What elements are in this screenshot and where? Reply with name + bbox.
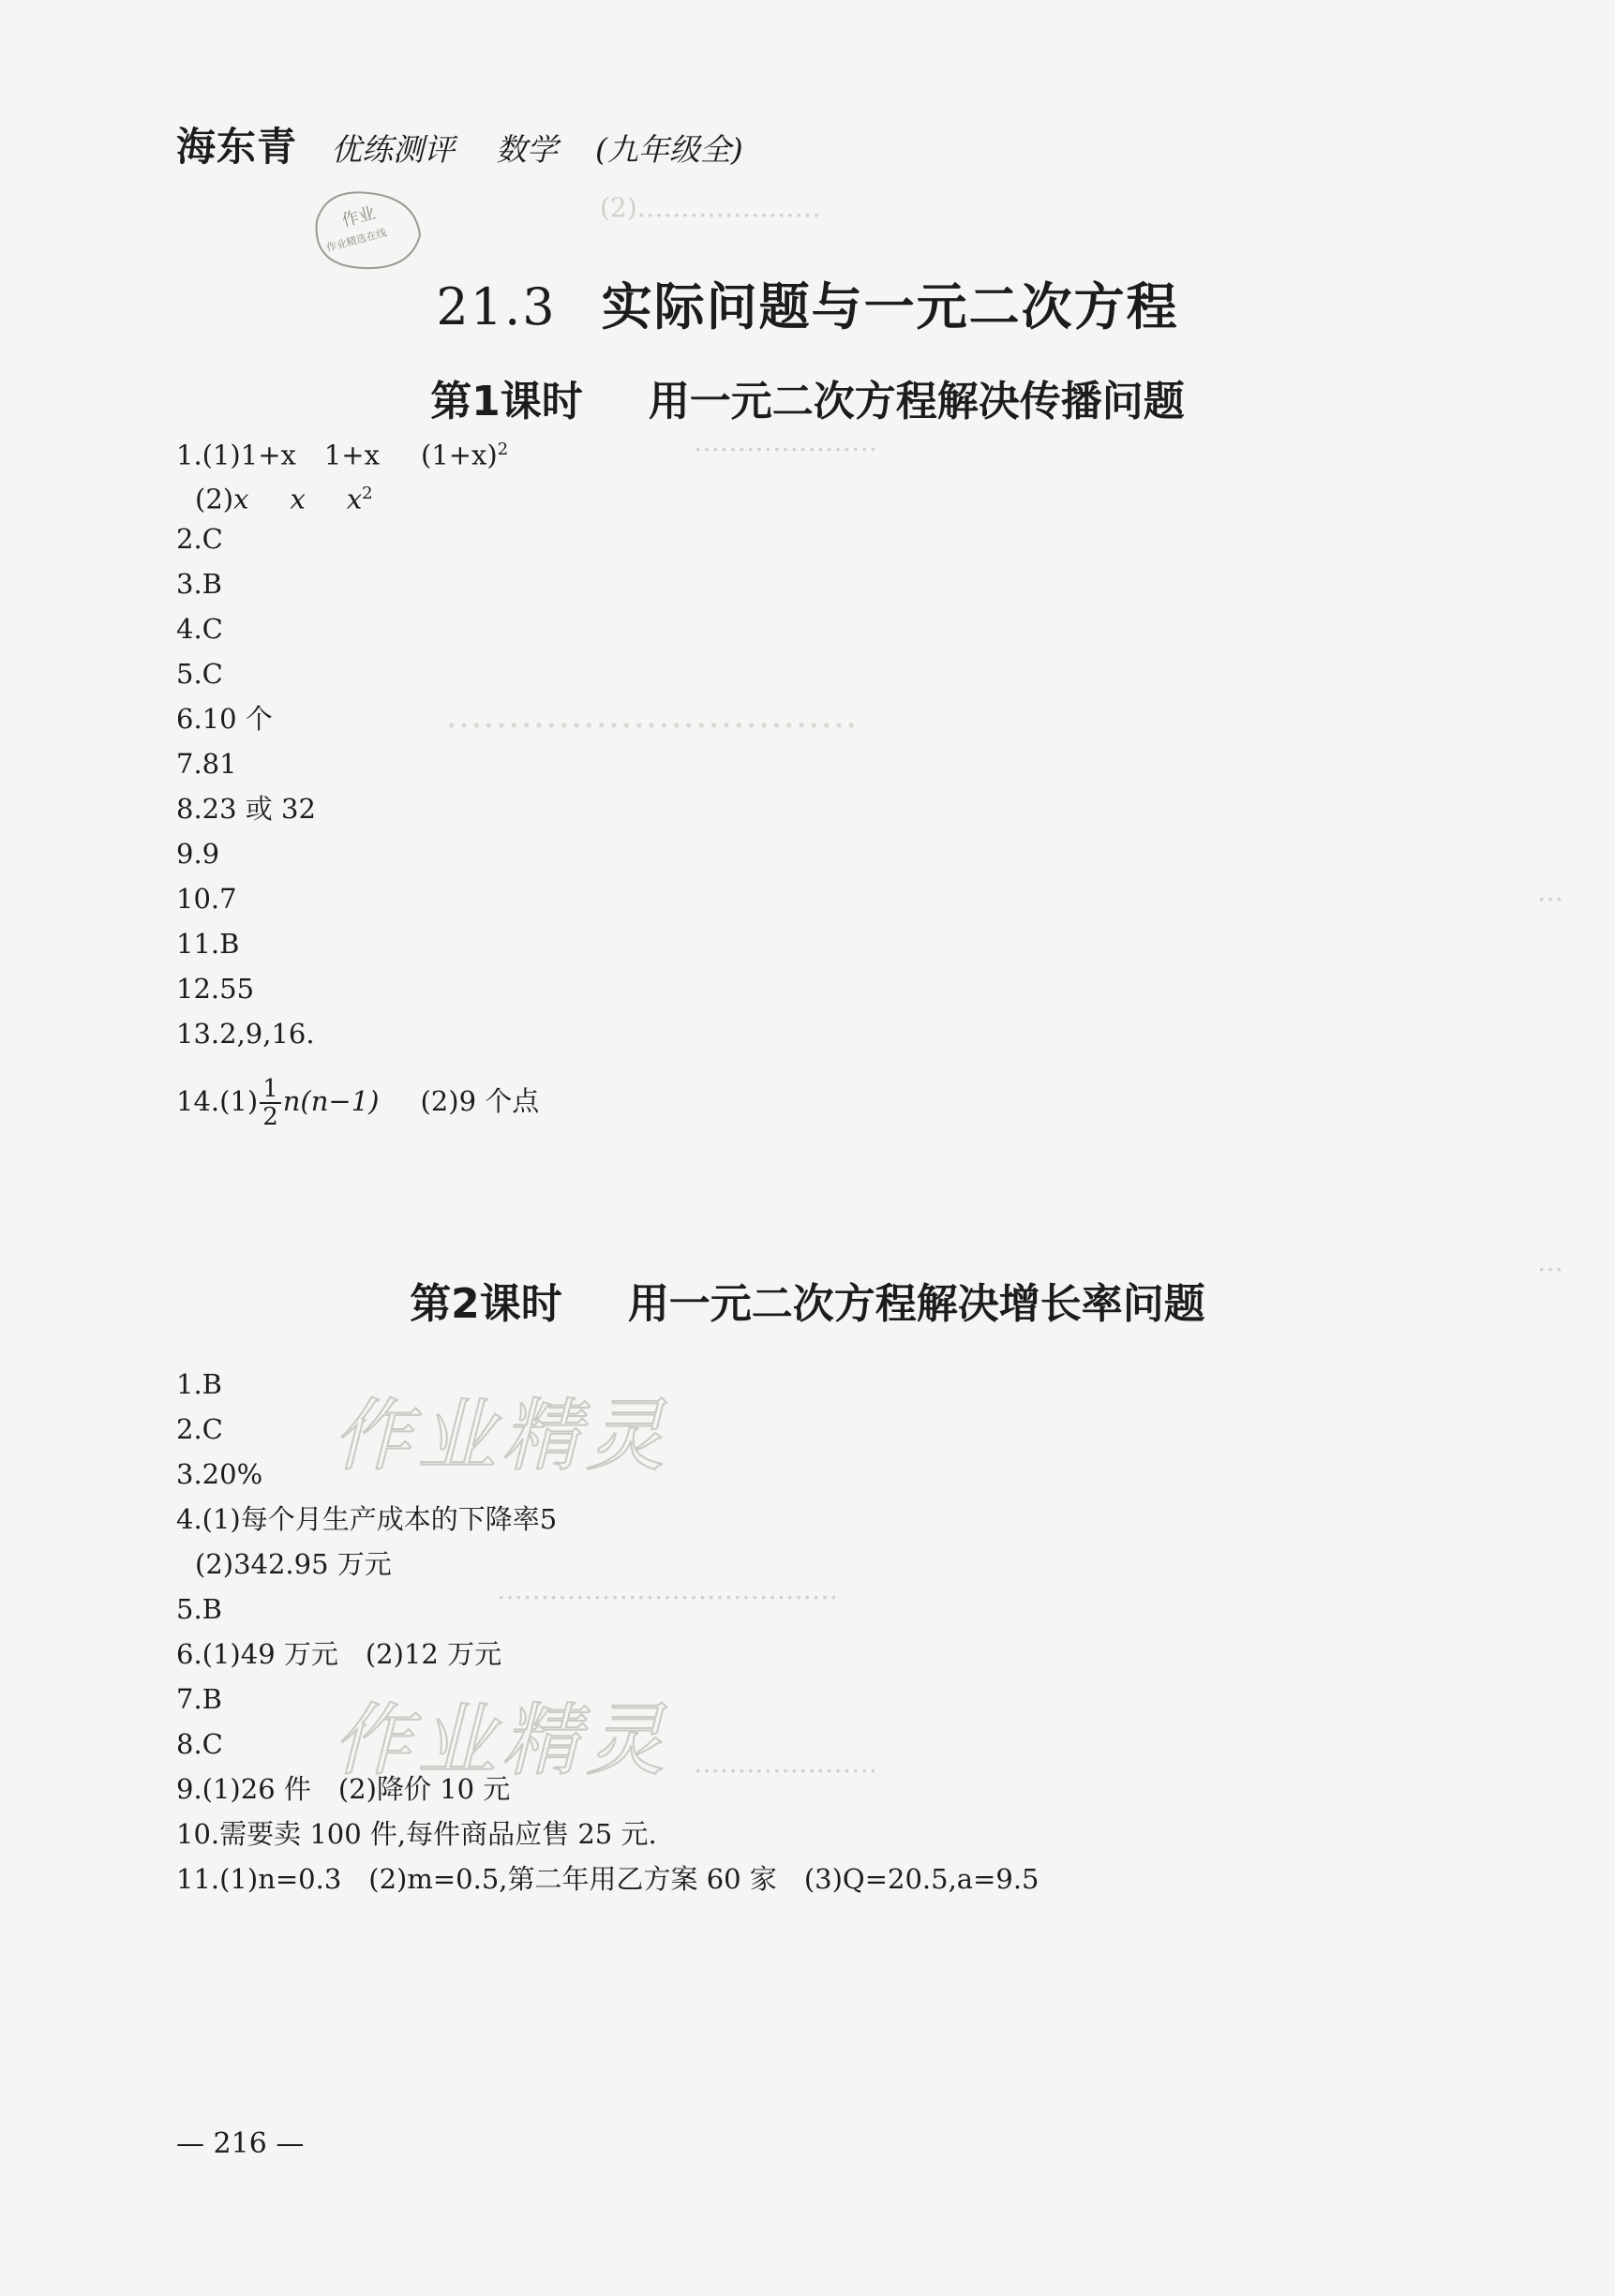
answer-line: 9.9 [176, 838, 220, 870]
watermark: 作业精灵 [333, 1390, 671, 1482]
answer-line: 3.20% [176, 1458, 263, 1490]
answer-line: 3.B [176, 568, 222, 600]
answer-line: (2)342.95 万元 [195, 1548, 392, 1580]
answer-line: 5.C [176, 658, 223, 690]
answer-line: 4.(1)每个月生产成本的下降率5 [176, 1503, 558, 1535]
lesson-1-prefix: 第1课时 [430, 378, 583, 425]
lesson-2-text: 用一元二次方程解决增长率问题 [627, 1280, 1205, 1328]
section-title [0, 267, 1615, 339]
answer-line: 2.C [176, 523, 223, 555]
answer-1-1: 1.(1)1+x 1+x $(1+x)^2$ [176, 439, 509, 471]
stamp-text: 作业 [339, 202, 378, 231]
answer-line: 4.C [176, 613, 223, 645]
lesson-2-title [0, 1270, 1615, 1330]
page-header [176, 116, 743, 172]
answer-line: 10.需要卖 100 件,每件商品应售 25 元. [176, 1818, 657, 1850]
answer-line: 8.23 或 32 [176, 793, 316, 825]
fraction: $\frac{1}{2}$ [260, 1076, 281, 1130]
answer-1-2: (2)x x $x^2$ [195, 483, 373, 515]
answer-line: 8.C [176, 1728, 223, 1760]
series-name: 优练测评 [331, 131, 456, 168]
answer-line: 12.55 [176, 973, 255, 1005]
answer-line: 7.81 [176, 748, 237, 780]
lesson-1-title [0, 367, 1615, 427]
answer-line: 5.B [176, 1593, 222, 1625]
subject-name: 数学 [496, 131, 559, 168]
watermark: 作业精灵 [333, 1694, 671, 1786]
lesson-2-prefix: 第2课时 [410, 1280, 562, 1328]
answer-line: 1.B [176, 1368, 222, 1400]
answer-line: 2.C [176, 1413, 223, 1445]
grade-label: (九年级全) [595, 131, 743, 168]
answer-line: 10.7 [176, 883, 237, 915]
section-number: 21.3 [436, 277, 557, 336]
page-number: — 216 — [176, 2127, 305, 2160]
answer-line: 11.B [176, 928, 240, 960]
answer-line: 7.B [176, 1683, 222, 1715]
brand-name: 海东青 [176, 124, 298, 170]
answer-line: 11.(1)n=0.3 (2)m=0.5,第二年用乙方案 60 家 (3)Q=20.5,a=9.5 [176, 1863, 1039, 1895]
answer-line: 6.(1)49 万元 (2)12 万元 [176, 1638, 502, 1670]
answer-line: 13.2,9,16. [176, 1018, 315, 1050]
lesson-1-text: 用一元二次方程解决传播问题 [648, 378, 1185, 425]
answer-line: 9.(1)26 件 (2)降价 10 元 [176, 1773, 511, 1805]
answer-14: 14.(1) $\frac{1}{2}$ n(n−1) (2)9 个点 [176, 1075, 540, 1131]
stamp-subtext: 作业精选在线 [324, 226, 388, 255]
answer-line: 6.10 个 [176, 703, 273, 735]
section-title-text: 实际问题与一元二次方程 [601, 277, 1179, 336]
